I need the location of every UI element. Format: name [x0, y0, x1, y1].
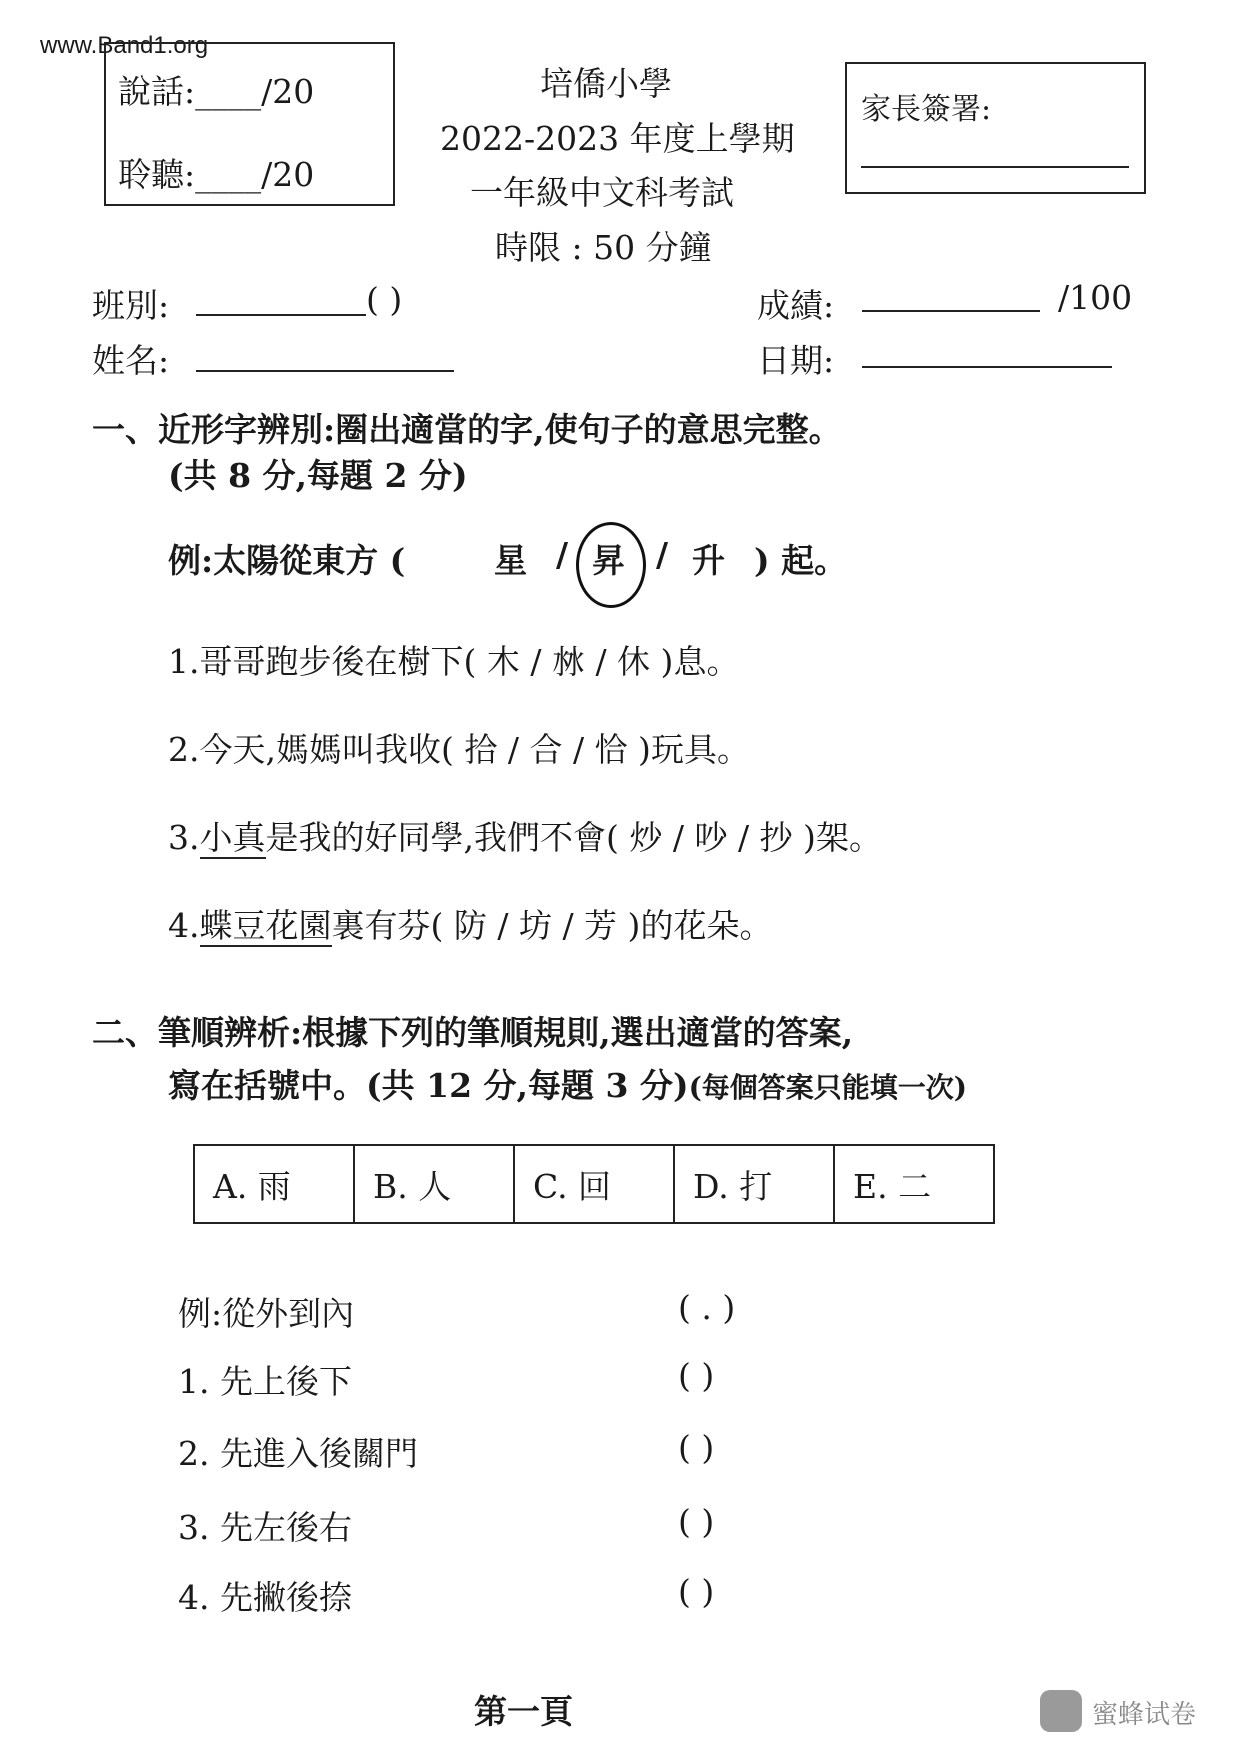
time-limit: 時限 : 50 分鐘	[495, 228, 712, 267]
s1-question-4	[168, 900, 772, 947]
stroke-option-d: D. 打	[674, 1145, 834, 1223]
s1-q2-text: 今天,媽媽叫我收	[199, 730, 441, 769]
name-field[interactable]	[196, 370, 454, 372]
s1-q1-num: 1.	[168, 642, 200, 681]
exam-title: 一年級中文科考試	[470, 173, 734, 212]
example-separator-1: /	[556, 535, 569, 574]
section1-title: 一、近形字辨別:圈出適當的字,使句子的意思完整。	[92, 410, 842, 449]
date-label: 日期:	[757, 341, 835, 380]
score-label: 成績:	[757, 286, 835, 325]
s1-q1-end: 息。	[673, 642, 740, 681]
stroke-option-e: E. 二	[834, 1145, 994, 1223]
s1-q1-options[interactable]: ( 木 / 沝 / 休 )	[463, 642, 674, 681]
s1-q4-proper-name: 蝶豆花園	[199, 906, 332, 945]
s2-q1-text: 1. 先上後下	[178, 1362, 352, 1401]
section2-line2	[168, 1060, 967, 1107]
s1-q3-text: 是我的好同學,我們不會	[265, 818, 606, 857]
example-separator-2: /	[656, 535, 669, 574]
school-name: 培僑小學	[540, 64, 672, 103]
s2-example-text: 例:從外到內	[178, 1294, 355, 1333]
bee-logo-icon	[1040, 1690, 1082, 1732]
watermark-url: www.Band1.org	[40, 32, 209, 59]
parent-signature-box	[845, 62, 1146, 194]
section1-marks: (共 8 分,每題 2 分)	[168, 456, 468, 495]
s2-q3-text: 3. 先左後右	[178, 1508, 352, 1547]
s1-question-1	[168, 636, 739, 683]
listening-score: 聆聽:____/20	[118, 155, 315, 194]
example-option-2: 昇	[592, 541, 625, 580]
class-label: 班別:	[92, 286, 170, 325]
class-number-paren: ( )	[366, 280, 403, 319]
parent-signature-label: 家長簽署:	[861, 92, 992, 127]
s1-q2-num: 2.	[168, 730, 200, 769]
s1-question-2	[168, 724, 750, 771]
stroke-options-table	[193, 1144, 995, 1224]
s1-q3-options[interactable]: ( 炒 / 吵 / 抄 )	[606, 818, 816, 857]
parent-signature-line[interactable]	[861, 166, 1129, 168]
s1-q2-options[interactable]: ( 拾 / 合 / 恰 )	[441, 730, 651, 769]
s1-question-3	[168, 812, 882, 859]
section1-example-suffix: ) 起。	[754, 541, 848, 580]
s1-q4-end: 的花朵。	[640, 906, 773, 945]
s2-q3-answer[interactable]: ( )	[678, 1502, 715, 1541]
date-field[interactable]	[862, 366, 1112, 368]
s2-q2-answer[interactable]: ( )	[678, 1428, 715, 1467]
s1-q4-options[interactable]: ( 防 / 坊 / 芳 )	[430, 906, 641, 945]
example-option-3: 升	[692, 541, 725, 580]
s1-q4-num: 4.	[168, 906, 200, 945]
s1-q3-end: 架。	[815, 818, 882, 857]
example-option-1: 星	[494, 541, 527, 580]
section2-note: (每個答案只能填一次)	[688, 1071, 968, 1104]
s1-q4-text: 裏有芬	[331, 906, 431, 945]
section2-title: 二、筆順辨析:根據下列的筆順規則,選出適當的答案,	[92, 1013, 854, 1052]
section1-example-prefix: 例:太陽從東方 (	[168, 541, 406, 580]
score-box	[104, 42, 395, 206]
s2-q1-answer[interactable]: ( )	[678, 1356, 715, 1395]
s2-example-answer: ( . )	[678, 1288, 736, 1327]
s2-q2-text: 2. 先進入後關門	[178, 1434, 418, 1473]
school-year: 2022-2023 年度上學期	[440, 119, 795, 158]
section2-instruction: 寫在括號中。(共 12 分,每題 3 分)	[168, 1066, 689, 1105]
stroke-option-a: A. 雨	[194, 1145, 354, 1223]
s1-q1-text: 哥哥跑步後在樹下	[199, 642, 464, 681]
score-total: /100	[1058, 278, 1133, 317]
watermark-brand: 蜜蜂试卷	[1092, 1700, 1197, 1730]
page-number: 第一頁	[474, 1692, 573, 1731]
s2-q4-answer[interactable]: ( )	[678, 1572, 715, 1611]
s1-q3-num: 3.	[168, 818, 200, 857]
name-label: 姓名:	[92, 341, 170, 380]
stroke-option-c: C. 回	[514, 1145, 674, 1223]
stroke-option-b: B. 人	[354, 1145, 514, 1223]
s1-q2-end: 玩具。	[650, 730, 750, 769]
score-field[interactable]	[862, 310, 1040, 312]
s2-q4-text: 4. 先撇後捺	[178, 1578, 352, 1617]
speaking-score: 說話:____/20	[118, 72, 315, 111]
class-field[interactable]	[196, 314, 366, 316]
s1-q3-proper-name: 小真	[199, 818, 266, 857]
